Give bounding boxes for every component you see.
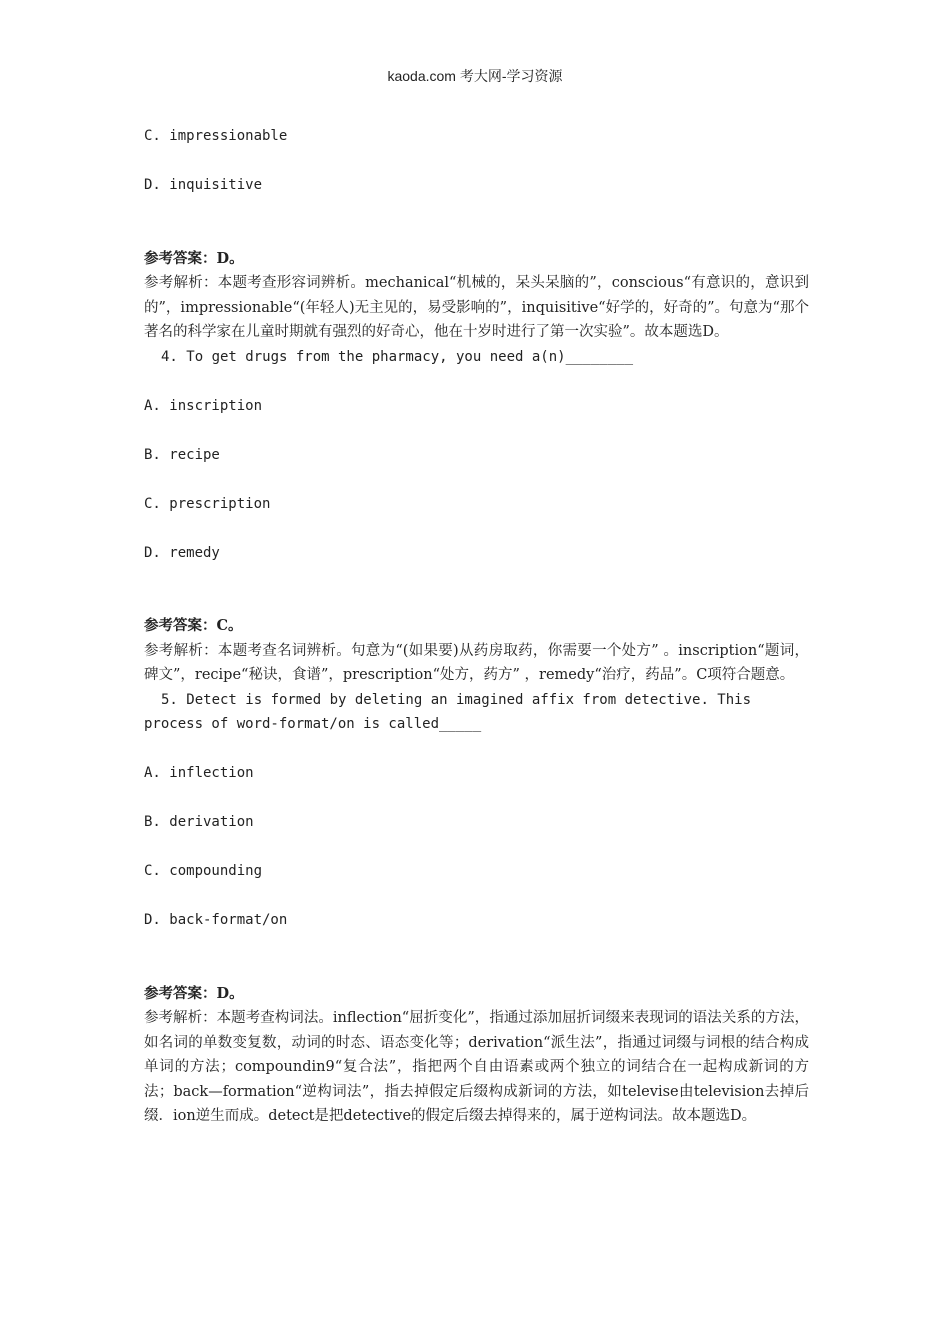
option-b: B. recipe — [144, 446, 220, 463]
analysis-text: 参考解析：本题考查形容词辨析。mechanical“机械的，呆头呆脑的”，conscious“有意识的，意识到的”，impressionable“(年轻人)无主见的，易受影响的”，inquisitive“好学的，好奇的”。句意为“那个著名的科学家在儿童时期就有强烈的好奇心，他在十岁时进行了第一次实验”。故本题选D。 — [144, 275, 809, 340]
document-body — [144, 124, 809, 1129]
option-d: D. remedy — [144, 544, 220, 561]
question-5-section — [144, 688, 809, 1129]
analysis-text: 参考解析：本题考查构词法。inflection“屈折变化”，指通过添加屈折词缀来表现词的语法关系的方法，如名词的单数变复数，动词的时态、语态变化等；derivation“派生法”，指通过词缀与词根的结合构成单词的方法；compoundin9“复合法”，指把两个自由语素或两个独立的词结合在一起构成新词的方法；back—formation“逆构词法”，指去掉假定后缀构成新词的方法，如televise由television去掉后缀．ion逆生而成。detect是把detective的假定后缀去掉得来的，属于逆构词法。故本题选D。 — [144, 1010, 809, 1124]
option-b: B. derivation — [144, 814, 254, 830]
answer-label: 参考答案：D。 — [144, 249, 244, 267]
analysis-text: 参考解析：本题考查名词辨析。句意为“(如果要)从药房取药，你需要一个处方” 。inscription“题词，碑文”，recipe“秘诀，食谱”，prescription“处方，药方” ，remedy“治疗，药品”。C项符合题意。 — [144, 642, 809, 683]
option-a: A. inflection — [144, 765, 254, 781]
option-a: A. inscription — [144, 397, 263, 414]
option-d: D. back-format/on — [144, 912, 288, 928]
option-c: C. compounding — [144, 863, 263, 879]
option-d: D. inquisitive — [144, 177, 263, 193]
page-header: kaoda.com 考大网-学习资源 — [387, 68, 563, 84]
question-text: 4. To get drugs from the pharmacy, you need a(n)________ — [161, 348, 634, 365]
answer-label: 参考答案：C。 — [144, 617, 243, 634]
option-c: C. prescription — [144, 495, 271, 512]
option-c: C. impressionable — [144, 128, 288, 144]
question-4-section — [144, 345, 809, 688]
answer-label: 参考答案：D。 — [144, 984, 244, 1002]
question-3-section — [144, 124, 809, 345]
question-text: 5. Detect is formed by deleting an imagined affix from detective. This process of word-format/on is called_____ — [144, 691, 752, 732]
